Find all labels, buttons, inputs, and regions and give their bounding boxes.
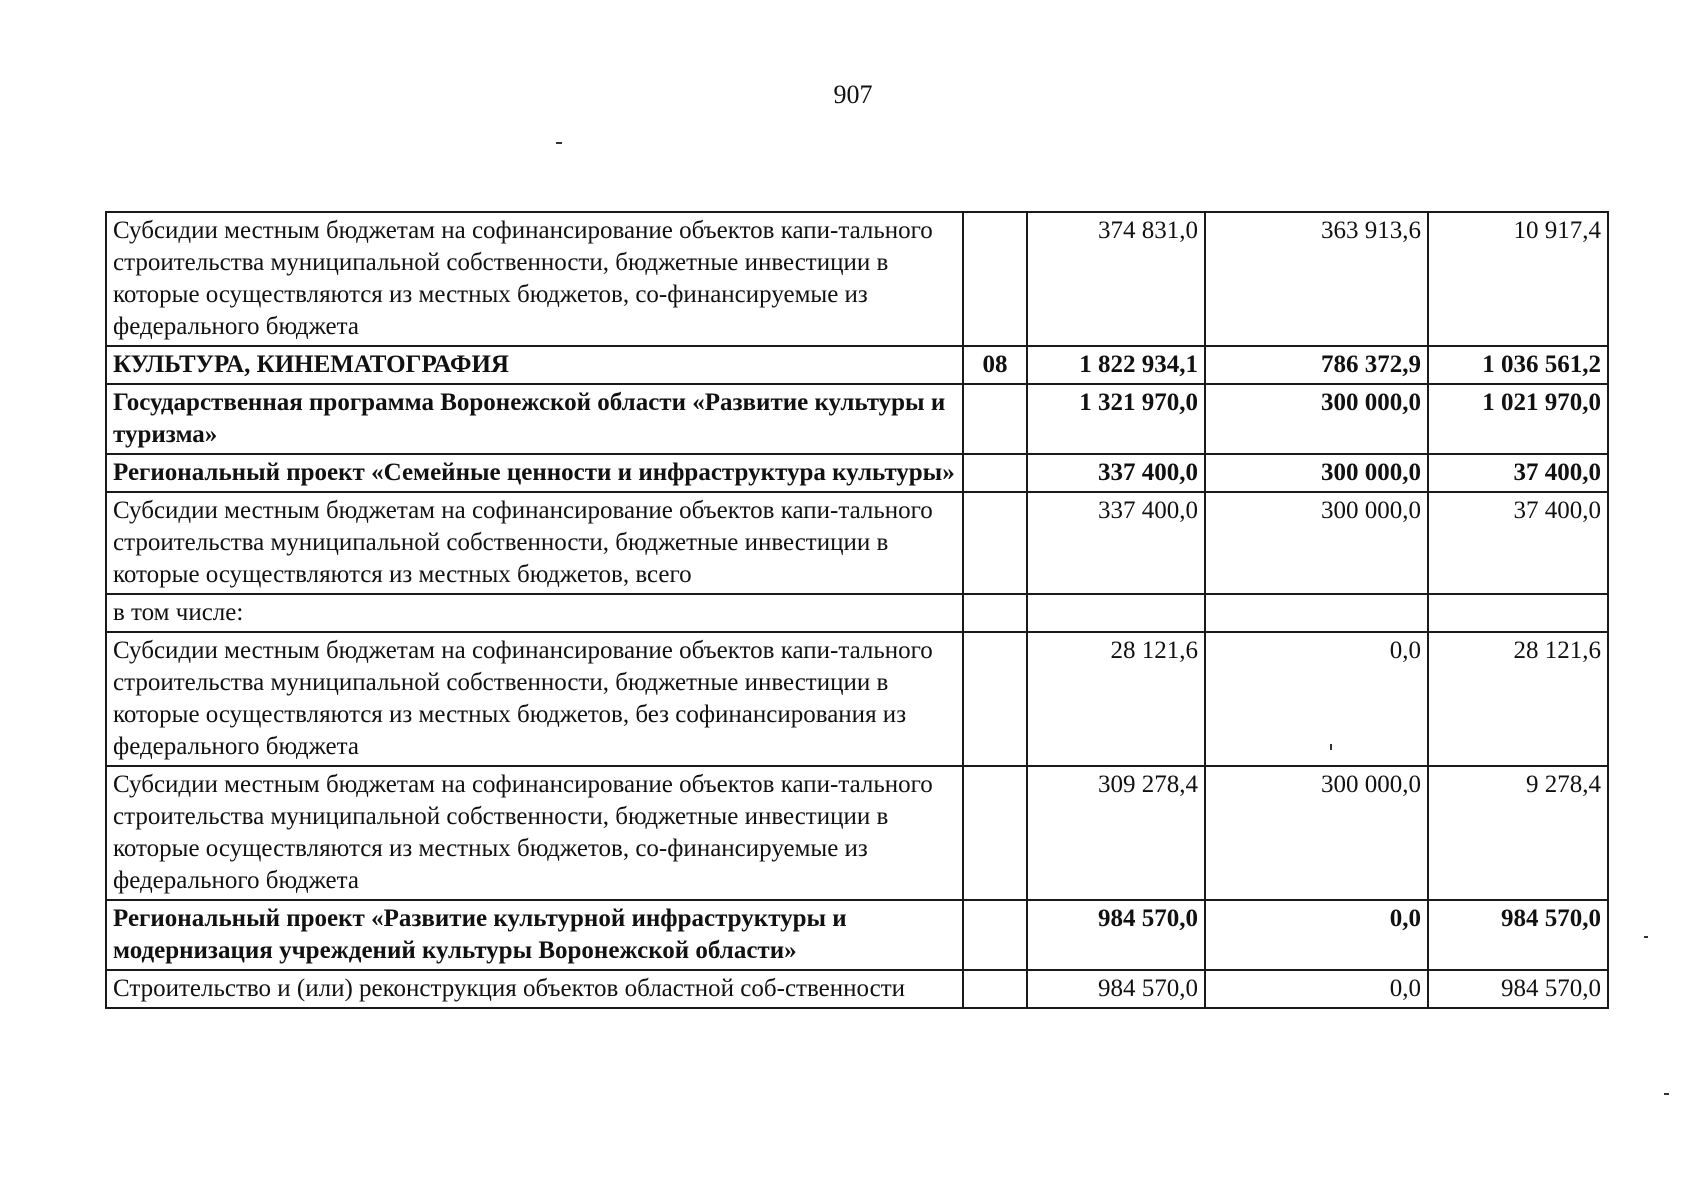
row-col2 bbox=[1205, 594, 1428, 632]
row-total: 28 121,6 bbox=[1027, 632, 1205, 766]
row-total: 337 400,0 bbox=[1027, 454, 1205, 492]
row-col2: 0,0 bbox=[1205, 632, 1428, 766]
row-col3: 10 917,4 bbox=[1428, 212, 1608, 346]
row-section-code: 08 bbox=[963, 346, 1027, 384]
row-col3: 9 278,4 bbox=[1428, 766, 1608, 900]
table-row bbox=[106, 594, 1608, 632]
row-col3: 1 036 561,2 bbox=[1428, 346, 1608, 384]
row-name: в том числе: bbox=[106, 594, 963, 632]
row-col2: 363 913,6 bbox=[1205, 212, 1428, 346]
table-row bbox=[106, 346, 1608, 384]
row-name: Субсидии местным бюджетам на софинансирование объектов капи-тального строительства муниципальной собственности, бюджетные инвестиции в которые осуществляются из местных бюджетов, со-финансируемые из федерального бюджета bbox=[106, 212, 963, 346]
row-section-code bbox=[963, 970, 1027, 1008]
table-row bbox=[106, 454, 1608, 492]
row-col2: 0,0 bbox=[1205, 970, 1428, 1008]
row-name: Субсидии местным бюджетам на софинансирование объектов капи-тального строительства муниципальной собственности, бюджетные инвестиции в которые осуществляются из местных бюджетов, всего bbox=[106, 492, 963, 594]
row-name: Строительство и (или) реконструкция объектов областной соб-ственности bbox=[106, 970, 963, 1008]
row-name: КУЛЬТУРА, КИНЕМАТОГРАФИЯ bbox=[106, 346, 963, 384]
row-col2: 0,0 bbox=[1205, 900, 1428, 970]
row-name: Региональный проект «Развитие культурной инфраструктуры и модернизация учреждений культуры Воронежской области» bbox=[106, 900, 963, 970]
row-section-code bbox=[963, 632, 1027, 766]
row-total: 1 321 970,0 bbox=[1027, 384, 1205, 454]
table-row bbox=[106, 492, 1608, 594]
table-row bbox=[106, 384, 1608, 454]
budget-table bbox=[105, 211, 1609, 1009]
row-col3: 37 400,0 bbox=[1428, 454, 1608, 492]
row-total: 984 570,0 bbox=[1027, 900, 1205, 970]
page-number: 907 bbox=[833, 80, 873, 109]
row-total: 374 831,0 bbox=[1027, 212, 1205, 346]
table-row bbox=[106, 766, 1608, 900]
row-col3: 1 021 970,0 bbox=[1428, 384, 1608, 454]
row-section-code bbox=[963, 492, 1027, 594]
table-row bbox=[106, 900, 1608, 970]
row-name: Региональный проект «Семейные ценности и инфраструктура культуры» bbox=[106, 454, 963, 492]
row-col2: 786 372,9 bbox=[1205, 346, 1428, 384]
row-section-code bbox=[963, 766, 1027, 900]
scan-speck bbox=[556, 142, 562, 144]
table-row bbox=[106, 970, 1608, 1008]
row-col2: 300 000,0 bbox=[1205, 454, 1428, 492]
row-section-code bbox=[963, 454, 1027, 492]
row-section-code bbox=[963, 212, 1027, 346]
row-total: 1 822 934,1 bbox=[1027, 346, 1205, 384]
scan-speck bbox=[1644, 936, 1648, 938]
row-total: 337 400,0 bbox=[1027, 492, 1205, 594]
row-total: 984 570,0 bbox=[1027, 970, 1205, 1008]
row-section-code bbox=[963, 594, 1027, 632]
row-col3 bbox=[1428, 594, 1608, 632]
row-col3: 28 121,6 bbox=[1428, 632, 1608, 766]
row-col2: 300 000,0 bbox=[1205, 492, 1428, 594]
row-col3: 984 570,0 bbox=[1428, 900, 1608, 970]
row-section-code bbox=[963, 900, 1027, 970]
table-row bbox=[106, 632, 1608, 766]
row-col3: 984 570,0 bbox=[1428, 970, 1608, 1008]
row-total: 309 278,4 bbox=[1027, 766, 1205, 900]
row-total bbox=[1027, 594, 1205, 632]
table-row bbox=[106, 212, 1608, 346]
row-name: Субсидии местным бюджетам на софинансирование объектов капи-тального строительства муниципальной собственности, бюджетные инвестиции в которые осуществляются из местных бюджетов, со-финансируемые из федерального бюджета bbox=[106, 766, 963, 900]
row-col3: 37 400,0 bbox=[1428, 492, 1608, 594]
row-col2: 300 000,0 bbox=[1205, 766, 1428, 900]
row-name: Субсидии местным бюджетам на софинансирование объектов капи-тального строительства муниципальной собственности, бюджетные инвестиции в которые осуществляются из местных бюджетов, без софинансирования из федерального бюджета bbox=[106, 632, 963, 766]
row-name: Государственная программа Воронежской области «Развитие культуры и туризма» bbox=[106, 384, 963, 454]
row-col2: 300 000,0 bbox=[1205, 384, 1428, 454]
scan-speck bbox=[1664, 1093, 1669, 1095]
row-section-code bbox=[963, 384, 1027, 454]
